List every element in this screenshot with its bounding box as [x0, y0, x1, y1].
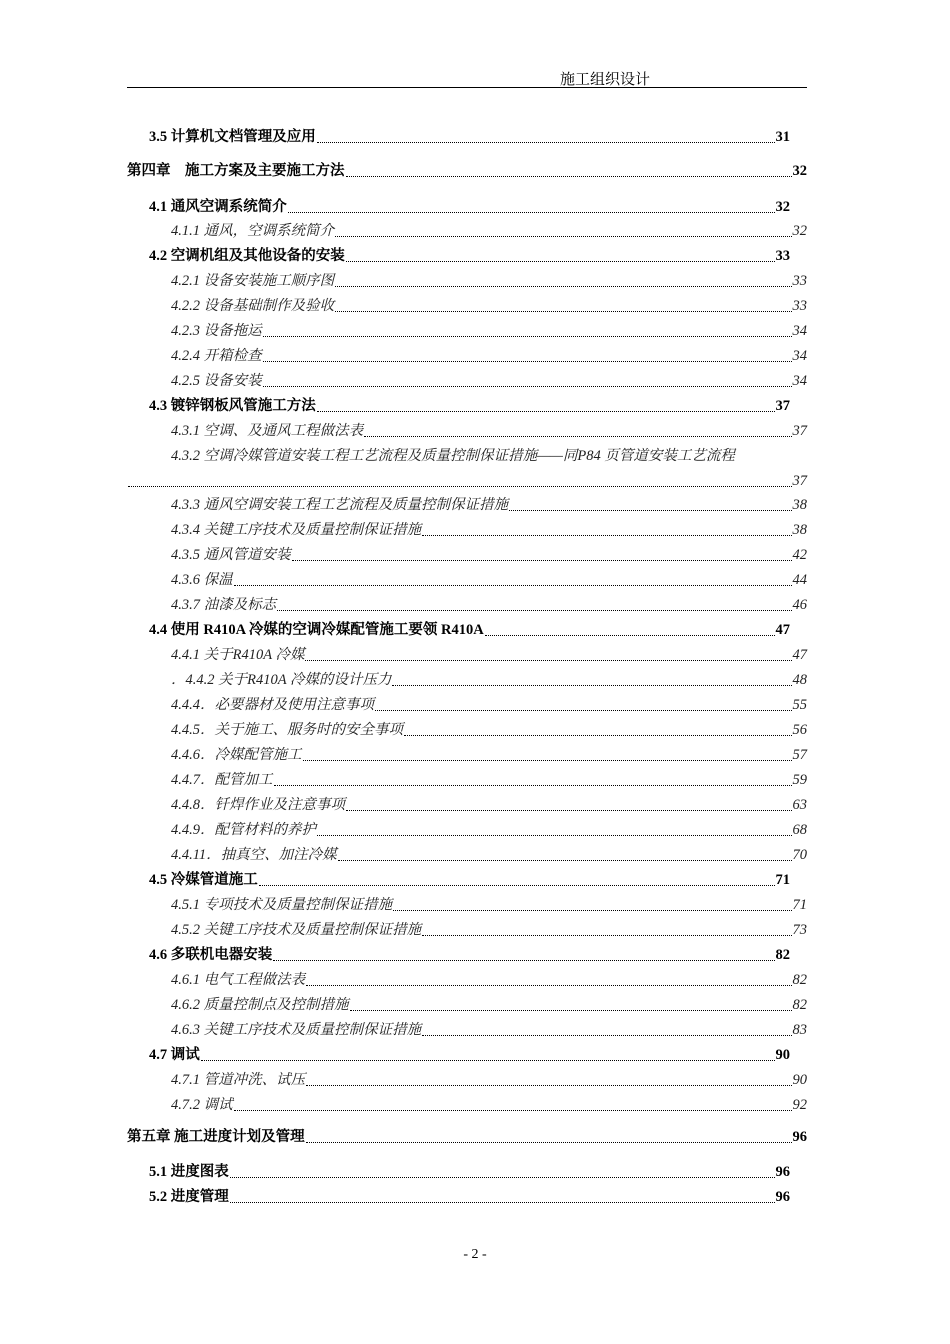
toc-entry-title: 4.3.1 空调、及通风工程做法表	[171, 423, 364, 439]
dot-leader	[288, 210, 775, 213]
toc-entry-title: 4.4.11．抽真空、加注冷媒	[171, 847, 337, 863]
dot-leader	[201, 1058, 775, 1061]
toc-entry-title: 4.5.2 关键工序技术及质量控制保证措施	[171, 922, 422, 938]
dot-leader	[277, 608, 791, 611]
toc-entry-title: 4.5 冷媒管道施工	[149, 872, 258, 888]
dot-leader	[422, 1033, 791, 1036]
toc-entry-page: 57	[792, 747, 807, 763]
toc-entry[interactable]	[171, 919, 807, 941]
toc-entry-title: 4.2.4 开箱检查	[171, 348, 262, 364]
toc-entry[interactable]	[171, 669, 807, 691]
toc-entry-title: 4.3.4 关键工序技术及质量控制保证措施	[171, 522, 422, 538]
dot-leader	[422, 533, 791, 536]
toc-entry[interactable]	[171, 894, 807, 916]
toc-entry-page: 70	[792, 847, 807, 863]
dot-leader	[485, 633, 775, 636]
toc-entry[interactable]	[171, 1069, 807, 1091]
dot-leader	[346, 808, 792, 811]
toc-entry[interactable]	[171, 370, 807, 392]
toc-entry-page: 82	[792, 997, 807, 1013]
toc-entry[interactable]	[171, 519, 807, 541]
toc-entry[interactable]	[171, 594, 807, 616]
toc-entry-title: 第四章 施工方案及主要施工方法	[127, 163, 345, 179]
toc-entry-page: 68	[792, 822, 807, 838]
toc-entry-page: 42	[792, 547, 807, 563]
dot-leader	[234, 1108, 792, 1111]
dot-leader	[305, 658, 791, 661]
toc-entry-page: 96	[775, 1189, 790, 1205]
toc-entry[interactable]	[171, 420, 807, 442]
toc-entry-page: 71	[792, 897, 807, 913]
toc-entry[interactable]	[171, 270, 807, 292]
dot-leader	[230, 1200, 775, 1203]
toc-entry-page: 33	[792, 298, 807, 314]
dot-leader	[273, 958, 774, 961]
toc-entry-title: 4.3.3 通风空调安装工程工艺流程及质量控制保证措施	[171, 497, 509, 513]
dot-leader	[364, 434, 791, 437]
toc-entry-title: 4.6.3 关键工序技术及质量控制保证措施	[171, 1022, 422, 1038]
toc-entry-page: 38	[792, 522, 807, 538]
running-header-title: 施工组织设计	[560, 70, 651, 88]
toc-entry[interactable]	[171, 794, 807, 816]
dot-leader	[230, 1175, 775, 1178]
dot-leader	[393, 908, 791, 911]
toc-entry-title: 3.5 计算机文档管理及应用	[149, 129, 316, 145]
toc-entry-title: 4.2.2 设备基础制作及验收	[171, 298, 335, 314]
toc-entry[interactable]	[171, 295, 807, 317]
dot-leader	[292, 558, 792, 561]
toc-entry-title: 4.5.1 专项技术及质量控制保证措施	[171, 897, 393, 913]
toc-entry-title: 4.1 通风空调系统简介	[149, 199, 287, 215]
toc-entry-title: 4.3.6 保温	[171, 572, 233, 588]
toc-entry-page: 38	[792, 497, 807, 513]
toc-entry-page: 90	[792, 1072, 807, 1088]
toc-entry-page: 73	[792, 922, 807, 938]
dot-leader	[128, 484, 792, 487]
toc-entry-page: 32	[792, 223, 807, 239]
toc-entry[interactable]	[149, 395, 790, 417]
dot-leader	[346, 174, 792, 177]
toc-entry[interactable]	[149, 245, 790, 267]
toc-entry[interactable]	[171, 494, 807, 516]
toc-entry-title: 4.2 空调机组及其他设备的安装	[149, 248, 345, 264]
toc-entry-page: 37	[792, 423, 807, 439]
toc-entry[interactable]	[171, 1019, 807, 1041]
toc-entry[interactable]	[171, 320, 807, 342]
toc-entry-page: 63	[792, 797, 807, 813]
toc-entry-page: 56	[792, 722, 807, 738]
toc-entry-page: 44	[792, 572, 807, 588]
toc-entry-title: 4.4.7．配管加工	[171, 772, 273, 788]
toc-entry-page: 33	[792, 273, 807, 289]
toc-entry-page: 47	[775, 622, 790, 638]
dot-leader	[306, 1083, 791, 1086]
toc-entry-page: 90	[775, 1047, 790, 1063]
toc-entry-title: 4.2.3 设备拖运	[171, 323, 262, 339]
dot-leader	[234, 583, 792, 586]
toc-entry-page: 33	[775, 248, 790, 264]
toc-entry-page: 92	[792, 1097, 807, 1113]
toc-entry[interactable]	[149, 1044, 790, 1066]
toc-entry[interactable]	[149, 1186, 790, 1208]
toc-entry[interactable]	[171, 819, 807, 841]
dot-leader	[335, 309, 791, 312]
toc-entry-page: 96	[775, 1164, 790, 1180]
toc-entry-page: 82	[792, 972, 807, 988]
page-number: - 2 -	[463, 1247, 487, 1262]
toc-entry-page: 32	[775, 199, 790, 215]
dot-leader	[263, 359, 792, 362]
toc-entry-title: 4.2.1 设备安装施工顺序图	[171, 273, 335, 289]
dot-leader	[317, 140, 775, 143]
toc-entry-page: 55	[792, 697, 807, 713]
toc-entry-page: 34	[792, 323, 807, 339]
toc-chapter-entry[interactable]	[127, 160, 807, 182]
toc-entry-page: 32	[792, 163, 807, 179]
toc-chapter-entry[interactable]	[127, 1126, 807, 1148]
toc-entry[interactable]	[171, 1094, 807, 1116]
dot-leader	[392, 683, 791, 686]
toc-entry-page: 71	[775, 872, 790, 888]
toc-entry[interactable]	[171, 694, 807, 716]
toc-entry[interactable]	[171, 769, 807, 791]
header-rule	[127, 87, 807, 88]
toc-entry-title: 4.7 调试	[149, 1047, 200, 1063]
toc-entry-page: 48	[792, 672, 807, 688]
dot-leader	[306, 983, 791, 986]
toc-entry-page: 82	[775, 947, 790, 963]
toc-entry-title: 4.4.8．钎焊作业及注意事项	[171, 797, 345, 813]
toc-entry[interactable]	[171, 994, 807, 1016]
dot-leader	[338, 858, 792, 861]
toc-entry[interactable]	[149, 619, 790, 641]
toc-entry[interactable]	[171, 220, 807, 242]
toc-entry-page: 96	[792, 1129, 807, 1145]
toc-entry-title: 4.3.7 油漆及标志	[171, 597, 277, 613]
toc-entry-title: 5.2 进度管理	[149, 1189, 229, 1205]
toc-entry[interactable]	[171, 544, 807, 566]
toc-entry-title: 4.4.1 关于R410A 冷媒	[171, 647, 305, 663]
toc-entry[interactable]	[149, 869, 790, 891]
toc-entry-title: 4.4.9．配管材料的养护	[171, 822, 316, 838]
dot-leader	[274, 783, 792, 786]
toc-entry-title: 4.3 镀锌钢板风管施工方法	[149, 398, 316, 414]
toc-entry[interactable]	[149, 944, 790, 966]
toc-entry-title: 第五章 施工进度计划及管理	[127, 1129, 305, 1145]
dot-leader	[404, 733, 792, 736]
toc-entry-title: 4.7.2 调试	[171, 1097, 233, 1113]
toc-entry-page: 46	[792, 597, 807, 613]
toc-entry-page: 31	[775, 129, 790, 145]
toc-entry[interactable]	[171, 969, 807, 991]
dot-leader	[335, 234, 791, 237]
toc-entry[interactable]	[171, 844, 807, 866]
toc-entry-title: 4.1.1 通风，空调系统简介	[171, 223, 335, 239]
toc-entry[interactable]	[171, 644, 807, 666]
toc-entry-page: 34	[792, 373, 807, 389]
toc-entry-title: 4.4.6．冷媒配管施工	[171, 747, 302, 763]
toc-entry[interactable]	[171, 569, 807, 591]
dot-leader	[509, 508, 791, 511]
dot-leader	[263, 384, 792, 387]
toc-entry-title: 4.6.2 质量控制点及控制措施	[171, 997, 349, 1013]
toc-entry[interactable]	[149, 126, 790, 148]
toc-entry-page: 47	[792, 647, 807, 663]
toc-entry-title: 5.1 进度图表	[149, 1164, 229, 1180]
toc-entry[interactable]	[149, 196, 790, 218]
toc-entry-title: 4.7.1 管道冲洗、试压	[171, 1072, 306, 1088]
dot-leader	[317, 833, 792, 836]
toc-entry[interactable]	[149, 1161, 790, 1183]
dot-leader	[346, 259, 775, 262]
dot-leader	[350, 1008, 792, 1011]
dot-leader	[422, 933, 791, 936]
dot-leader	[375, 708, 792, 711]
toc-entry[interactable]	[171, 744, 807, 766]
toc-entry-title: 4.4.4．必要器材及使用注意事项	[171, 697, 374, 713]
toc-entry-page: 83	[792, 1022, 807, 1038]
toc-entry[interactable]	[171, 719, 807, 741]
dot-leader	[259, 883, 775, 886]
toc-entry-title: 4.2.5 设备安装	[171, 373, 262, 389]
toc-entry-title: ．4.4.2 关于R410A 冷媒的设计压力	[171, 672, 392, 688]
dot-leader	[263, 334, 792, 337]
toc-entry-page: 34	[792, 348, 807, 364]
toc-entry-title: 4.6.1 电气工程做法表	[171, 972, 306, 988]
toc-entry[interactable]	[171, 345, 807, 367]
dot-leader	[335, 284, 791, 287]
toc-entry-title: 4.6 多联机电器安装	[149, 947, 273, 963]
toc-entry-title: 4.3.5 通风管道安装	[171, 547, 291, 563]
dot-leader	[306, 1140, 792, 1143]
toc-entry-title: 4.4 使用 R410A 冷媒的空调冷媒配管施工要领 R410A	[149, 622, 484, 638]
dot-leader	[303, 758, 792, 761]
toc-entry[interactable]	[127, 470, 807, 492]
toc-entry-title: 4.4.5．关于施工、服务时的安全事项	[171, 722, 403, 738]
dot-leader	[317, 409, 775, 412]
toc-entry-page: 59	[792, 772, 807, 788]
toc-entry-title[interactable]: 4.3.2 空调冷媒管道安装工程工艺流程及质量控制保证措施——同P84 页管道安装工艺流程	[171, 448, 735, 464]
toc-entry-page: 37	[775, 398, 790, 414]
toc-entry-page: 37	[792, 473, 807, 489]
